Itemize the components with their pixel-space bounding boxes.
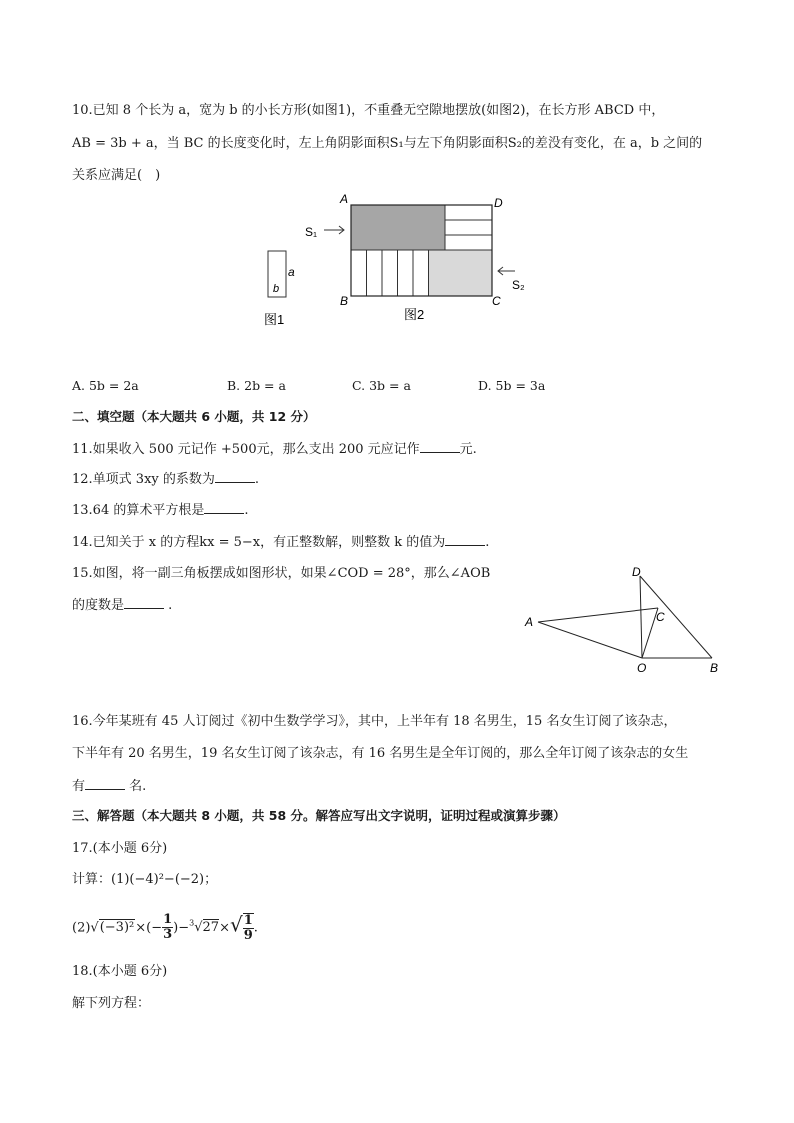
q13: 13.64 的算术平方根是 . [72, 503, 249, 518]
frac2-den: 9 [243, 927, 253, 943]
q17-part2-prefix: (2) [72, 920, 91, 936]
q17-part1: 计算：(1)(−4)²−(−2)； [72, 872, 218, 887]
bottom-rect-2 [367, 250, 383, 296]
q10-option-d: D. 5b = 3a [478, 378, 546, 393]
q15-blank [124, 596, 164, 609]
q15-line2-text: 的度数是 [72, 598, 125, 613]
ray-OA [538, 622, 642, 658]
q12: 12.单项式 3xy 的系数为 . [72, 472, 260, 487]
q11-unit: 元. [459, 442, 477, 457]
q15-line2: 的度数是 . [72, 598, 173, 613]
sqrt-radicand: (−3)² [99, 920, 135, 936]
q17-part2: (2)√(−3)²×(− $\frac{1}{3}$ )−$^3$√27×√ $\frac{1}{9}$ . [72, 912, 258, 943]
label-D: D [494, 196, 503, 210]
right-rect-1 [445, 205, 492, 220]
minus: )− [173, 920, 190, 936]
q16-line3 [72, 777, 146, 796]
bottom-rect-1 [351, 250, 367, 296]
q16-line3-pre: 有 [72, 779, 86, 794]
section3-title: 三、解答题（本大题共 8 小题，共 58 分。解答应写出文字说明，证明过程或演算步骤） [72, 808, 566, 823]
label-A: A [340, 192, 349, 206]
frac2-num: 1 [243, 912, 253, 928]
q15-line1: 15.如图，将一副三角板摆成如图形状，如果∠COD = 28°，那么∠AOB [72, 566, 491, 581]
q10-option-a: A. 5b = 2a [72, 378, 139, 393]
q11-text: 11.如果收入 500 元记作 +500元，那么支出 200 元应记作 [72, 442, 420, 457]
fig1-caption: 图1 [264, 312, 285, 327]
frac-num: 1 [163, 912, 173, 928]
times-open: ×(− [135, 920, 163, 936]
fig1-label-b: b [273, 283, 280, 295]
q11 [72, 440, 477, 459]
frac-den: 3 [163, 927, 173, 943]
bottom-rect-3 [382, 250, 398, 296]
fraction-one-ninth [243, 913, 254, 943]
label-B: B [340, 294, 349, 308]
label-C: C [656, 610, 665, 624]
bottom-rect-5 [413, 250, 429, 296]
fig1-label-a: a [288, 265, 295, 279]
label-A: A [525, 615, 534, 629]
q16-line1: 16.今年某班有 45 人订阅过《初中生数学学习》，其中，上半年有 18 名男生，15 名女生订阅了该杂志， [72, 714, 677, 729]
s1-shaded-region [351, 205, 445, 250]
q10-figure [258, 188, 548, 333]
s2-shaded-region [429, 250, 493, 296]
q10-option-c: C. 3b = a [352, 378, 411, 393]
q18-text: 解下列方程： [72, 996, 151, 1011]
label-S2: S₂ [512, 278, 525, 292]
q12-blank [215, 470, 255, 483]
section2-title: 二、填空题（本大题共 6 小题，共 12 分） [72, 409, 316, 424]
q16-line2: 下半年有 20 名男生，19 名女生订阅了该杂志，有 16 名男生是全年订阅的，那么全年订阅了该杂志的女生 [72, 746, 689, 761]
times2: × [219, 920, 230, 936]
cbrt-radicand: 27 [202, 920, 220, 936]
right-rect-3 [445, 235, 492, 250]
bottom-rect-4 [398, 250, 414, 296]
sqrt-radical: √ [90, 920, 99, 936]
q10-line3: 关系应满足( ) [72, 168, 161, 183]
q10-line1: 10.已知 8 个长为 a，宽为 b 的小长方形(如图1)，不重叠无空隙地摆放(如图2)，在长方形 ABCD 中， [72, 103, 665, 118]
q10-option-b: B. 2b = a [227, 378, 286, 393]
q14: 14.已知关于 x 的方程kx = 5−x，有正整数解，则整数 k 的值为 . [72, 535, 490, 550]
q13-blank [204, 501, 244, 514]
label-B: B [710, 661, 719, 675]
right-rect-2 [445, 220, 492, 235]
fraction-one-third [162, 913, 173, 942]
q17-header: 17.(本小题 6分) [72, 841, 168, 856]
fig2-caption: 图2 [404, 307, 425, 322]
q14-text: 14.已知关于 x 的方程kx = 5−x，有正整数解，则整数 k 的值为 [72, 535, 446, 550]
sqrt-radical-2: √ [229, 912, 243, 937]
label-D: D [632, 565, 641, 579]
q13-text: 13.64 的算术平方根是 [72, 503, 205, 518]
q15-figure [520, 562, 730, 678]
line-OD [640, 576, 642, 658]
label-S1: S₁ [305, 225, 318, 239]
q11-blank [420, 440, 460, 453]
cbrt-radical: $^3$√ [189, 919, 203, 936]
q14-blank [445, 533, 485, 546]
q16-blank [85, 777, 125, 790]
q16-line3-post: 名. [129, 779, 147, 794]
label-C: C [492, 294, 501, 308]
line-DB [640, 576, 712, 658]
q12-text: 12.单项式 3xy 的系数为 [72, 472, 215, 487]
q18-header: 18.(本小题 6分) [72, 964, 168, 979]
label-O: O [637, 661, 647, 675]
q10-line2: AB = 3b + a，当 BC 的长度变化时，左上角阴影面积S₁与左下角阴影面积S₂的差没有变化，在 a，b 之间的 [72, 136, 703, 151]
line-AC [538, 608, 658, 622]
